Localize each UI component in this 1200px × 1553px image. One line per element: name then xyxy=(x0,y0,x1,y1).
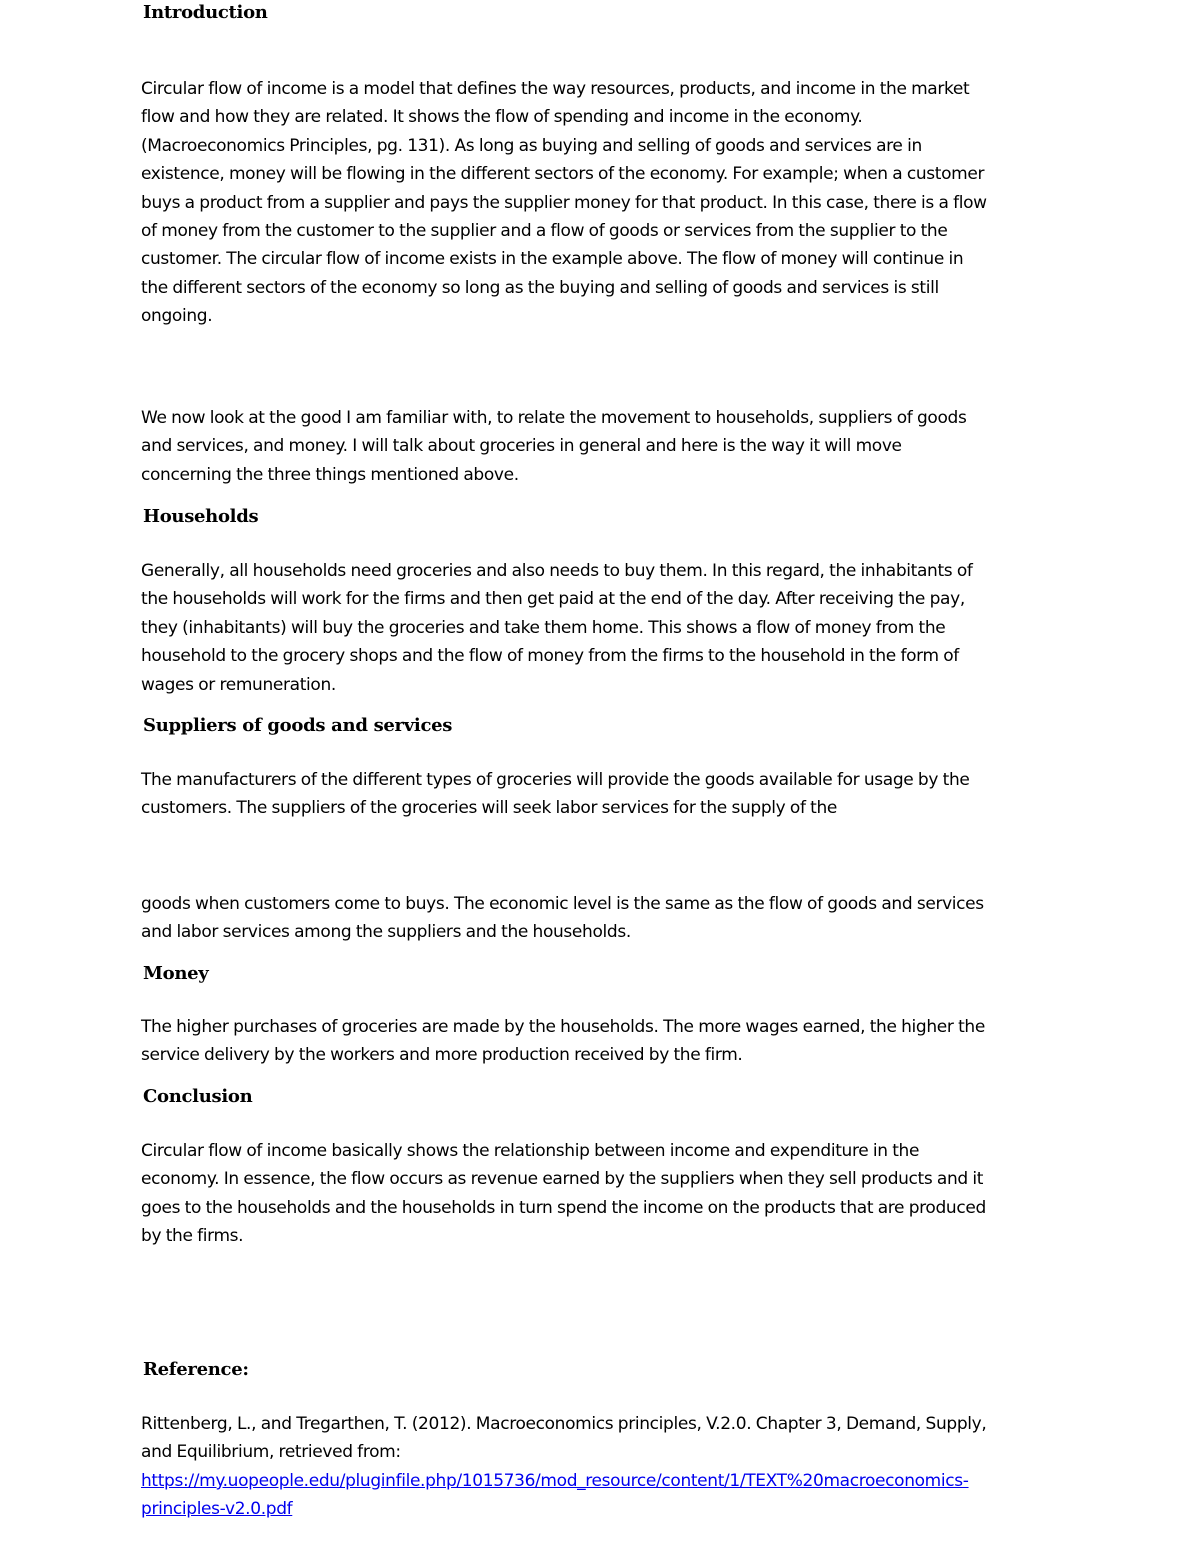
suppliers-continuation-paragraph xyxy=(141,890,984,947)
suppliers-paragraph xyxy=(141,766,969,823)
text-line: existence, money will be flowing in the different sectors of the economy. For example; when a customer xyxy=(141,164,985,185)
reference-heading: Reference: xyxy=(143,1359,249,1380)
text-line: The manufacturers of the different types of groceries will provide the goods available for usage by the xyxy=(141,770,970,790)
reference-link-block xyxy=(141,1467,969,1524)
money-heading: Money xyxy=(143,963,209,984)
text-line: goes to the households and the households in turn spend the income on the products that are produced xyxy=(141,1197,986,1218)
text-line: and labor services among the suppliers and the households. xyxy=(141,922,631,943)
text-line: customers. The suppliers of the groceries will seek labor services for the supply of the xyxy=(141,798,837,819)
text-line: Generally, all households need groceries and also needs to buy them. In this regard, the inhabitants of xyxy=(141,561,973,581)
text-line: customer. The circular flow of income exists in the example above. The flow of money will continue in xyxy=(141,249,964,270)
reference-citation xyxy=(141,1410,986,1467)
intro-followup-paragraph xyxy=(141,404,966,489)
conclusion-paragraph xyxy=(141,1137,986,1251)
text-line: goods when customers come to buys. The economic level is the same as the flow of goods and services xyxy=(141,894,984,914)
text-line: The higher purchases of groceries are made by the households. The more wages earned, the higher the xyxy=(141,1017,985,1037)
intro-heading: Introduction xyxy=(143,2,268,23)
text-line: We now look at the good I am familiar with, to relate the movement to households, suppliers of goods xyxy=(141,408,967,428)
conclusion-heading: Conclusion xyxy=(143,1086,253,1107)
text-line: concerning the three things mentioned above. xyxy=(141,464,519,485)
text-line: Circular flow of income is a model that defines the way resources, products, and income in the market xyxy=(141,79,970,99)
text-line: the households will work for the firms and then get paid at the end of the day. After receiving the pay, xyxy=(141,589,965,610)
reference-url-link[interactable]: https://my.uopeople.edu/pluginfile.php/1015736/mod_resource/content/1/TEXT%20macroeconomics- xyxy=(141,1471,969,1491)
text-line: household to the grocery shops and the flow of money from the firms to the household in the form of xyxy=(141,646,959,667)
text-line: flow and how they are related. It shows the flow of spending and income in the economy. xyxy=(141,107,863,128)
households-paragraph xyxy=(141,557,973,699)
text-line: buys a product from a supplier and pays the supplier money for that product. In this case, there is a flow xyxy=(141,192,987,213)
text-line: Rittenberg, L., and Tregarthen, T. (2012). Macroeconomics principles, V.2.0. Chapter 3, Demand, Supply, xyxy=(141,1414,987,1434)
text-line: of money from the customer to the supplier and a flow of goods or services from the supplier to the xyxy=(141,221,948,242)
suppliers-heading: Suppliers of goods and services xyxy=(143,715,453,736)
text-line: (Macroeconomics Principles, pg. 131). As long as buying and selling of goods and services are in xyxy=(141,135,922,156)
reference-url-link[interactable]: principles-v2.0.pdf xyxy=(141,1499,293,1520)
text-line: Circular flow of income basically shows the relationship between income and expenditure in the xyxy=(141,1141,920,1161)
text-line: economy. In essence, the flow occurs as revenue earned by the suppliers when they sell products and it xyxy=(141,1169,984,1190)
text-line: ongoing. xyxy=(141,306,213,327)
text-line: by the firms. xyxy=(141,1226,244,1247)
intro-paragraph xyxy=(141,75,987,331)
text-line: and services, and money. I will talk about groceries in general and here is the way it will move xyxy=(141,436,902,457)
households-heading: Households xyxy=(143,506,259,527)
text-line: service delivery by the workers and more production received by the firm. xyxy=(141,1045,743,1066)
text-line: wages or remuneration. xyxy=(141,674,336,695)
text-line: and Equilibrium, retrieved from: xyxy=(141,1442,401,1463)
money-paragraph xyxy=(141,1013,985,1070)
text-line: they (inhabitants) will buy the groceries and take them home. This shows a flow of money from the xyxy=(141,617,946,638)
text-line: the different sectors of the economy so long as the buying and selling of goods and services is still xyxy=(141,277,939,298)
